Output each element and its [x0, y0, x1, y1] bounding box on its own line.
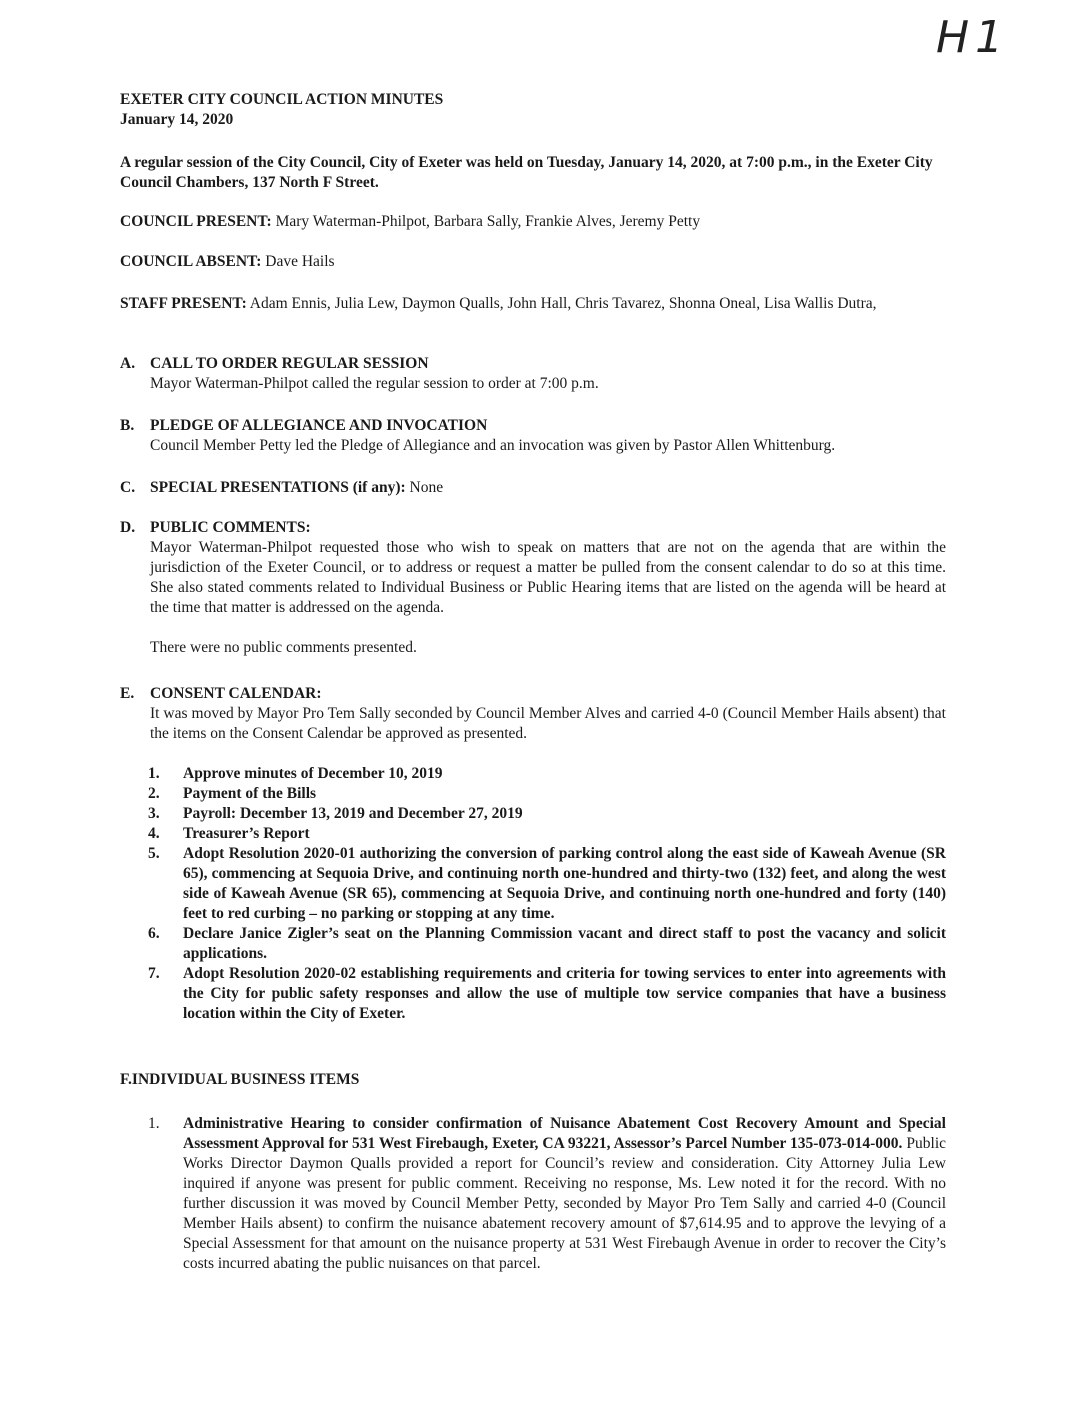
item-text: Payroll: December 13, 2019 and December 27, 2019 — [183, 805, 523, 822]
document-title: EXETER CITY COUNCIL ACTION MINUTES — [120, 91, 444, 108]
item-text — [148, 1114, 946, 1274]
item-title: Administrative Hearing to consider confirmation of Nuisance Abatement Cost Recovery Amount and Special Assessment Approval for 531 West Firebaugh, Exeter, CA 93221, Assessor’s Parcel Number 135-073-014-000. — [183, 1115, 946, 1152]
section-consent-calendar — [120, 684, 946, 744]
council-present-names: Mary Waterman-Philpot, Barbara Sally, Frankie Alves, Jeremy Petty — [275, 213, 701, 230]
item-text: Treasurer’s Report — [183, 825, 310, 842]
staff-present-label: STAFF PRESENT: — [120, 295, 247, 312]
list-item — [148, 964, 946, 1024]
handwritten-agenda-mark: H1 — [936, 12, 1010, 63]
section-heading: CONSENT CALENDAR: — [150, 685, 322, 702]
section-body: It was moved by Mayor Pro Tem Sally seconded by Council Member Alves and carried 4-0 (Council Member Hails absent) that the items on the Consent Calendar be approved as presented. — [150, 705, 946, 742]
section-heading: CALL TO ORDER REGULAR SESSION — [150, 355, 429, 372]
item-text: Payment of the Bills — [183, 785, 317, 802]
item-number: 2. — [148, 785, 160, 802]
item-number: 1. — [148, 1115, 160, 1132]
section-body: Council Member Petty led the Pledge of Allegiance and an invocation was given by Pastor Allen Whittenburg. — [150, 437, 836, 454]
council-present-label: COUNCIL PRESENT: — [120, 213, 272, 230]
staff-present — [120, 294, 946, 314]
council-absent-names: Dave Hails — [265, 253, 335, 270]
section-body — [150, 538, 946, 658]
public-comments-result: There were no public comments presented. — [150, 639, 417, 656]
item-number: 6. — [148, 925, 160, 942]
section-letter: D. — [120, 519, 136, 536]
section-heading: PLEDGE OF ALLEGIANCE AND INVOCATION — [150, 417, 488, 434]
item-number: 3. — [148, 805, 160, 822]
section-individual-business-heading: F.INDIVIDUAL BUSINESS ITEMS — [120, 1071, 360, 1088]
item-description: Public Works Director Daymon Qualls provided a report for Council’s review and consideration. City Attorney Julia Lew inquired if anyone was present for public comment. Receiving no response, Ms. Lew noted it for the record. With no further discussion it was moved by Council Member Petty, seconded by Mayor Pro Tem Sally and carried 4-0 (Council Member Hails absent) to confirm the nuisance abatement recovery amount of $7,614.95 and to approve the levying of a Special Assessment for that amount on the nuisance property at 531 West Firebaugh Avenue in order to recover the City’s costs incurred abating the public nuisances on that parcel. — [183, 1135, 947, 1272]
section-letter: C. — [120, 479, 136, 496]
list-item — [148, 804, 946, 824]
item-number: 4. — [148, 825, 160, 842]
consent-calendar-list — [148, 764, 946, 1024]
public-comments-text: Mayor Waterman-Philpot requested those who wish to speak on matters that are not on the agenda that are within the jurisdiction of the Exeter Council, or to address or request a matter be pulled from the consent calendar to do so at this time. She also stated comments related to Individual Business or Public Hearing items that are listed on the agenda will be heard at the time that matter is addressed on the agenda. — [150, 539, 946, 616]
list-item — [148, 784, 946, 804]
section-public-comments — [120, 518, 946, 658]
item-number: 1. — [148, 765, 160, 782]
section-special-presentations — [120, 478, 946, 498]
document-header — [120, 90, 946, 130]
individual-business-item — [148, 1114, 946, 1274]
item-text: Adopt Resolution 2020-01 authorizing the conversion of parking control along the east side of Kaweah Avenue (SR 65), commencing at Sequoia Drive, and continuing north one-hundred and thirty-two (132) feet, and along the west side of Kaweah Avenue (SR 65), commencing at Sequoia Drive, and continuing north one-hundred and forty (140) feet to red curbing – no parking or stopping at any time. — [183, 845, 946, 922]
section-letter: B. — [120, 417, 135, 434]
list-item — [148, 844, 946, 924]
item-text: Approve minutes of December 10, 2019 — [183, 765, 443, 782]
council-absent — [120, 252, 946, 272]
section-letter: E. — [120, 685, 135, 702]
council-present — [120, 212, 946, 232]
item-text: Declare Janice Zigler’s seat on the Planning Commission vacant and direct staff to post the vacancy and solicit applications. — [183, 925, 946, 962]
section-call-to-order — [120, 354, 946, 394]
section-pledge — [120, 416, 946, 456]
item-text: Adopt Resolution 2020-02 establishing requirements and criteria for towing services to enter into agreements with the City for public safety responses and allow the use of multiple tow service companies that have a business location within the City of Exeter. — [183, 965, 946, 1022]
section-letter: A. — [120, 355, 136, 372]
council-absent-label: COUNCIL ABSENT: — [120, 253, 262, 270]
staff-present-names: Adam Ennis, Julia Lew, Daymon Qualls, John Hall, Chris Tavarez, Shonna Oneal, Lisa Wallis Dutra, — [249, 295, 877, 312]
section-heading: PUBLIC COMMENTS: — [150, 519, 311, 536]
meeting-date: January 14, 2020 — [120, 111, 234, 128]
section-body: Mayor Waterman-Philpot called the regular session to order at 7:00 p.m. — [150, 375, 599, 392]
item-number: 5. — [148, 845, 160, 862]
item-number: 7. — [148, 965, 160, 982]
session-statement: A regular session of the City Council, City of Exeter was held on Tuesday, January 14, 2020, at 7:00 p.m., in the Exeter City Council Chambers, 137 North F Street. — [120, 154, 933, 191]
list-item — [148, 764, 946, 784]
section-body: None — [409, 479, 444, 496]
section-heading: SPECIAL PRESENTATIONS (if any): — [150, 479, 406, 496]
list-item — [148, 824, 946, 844]
list-item — [148, 924, 946, 964]
